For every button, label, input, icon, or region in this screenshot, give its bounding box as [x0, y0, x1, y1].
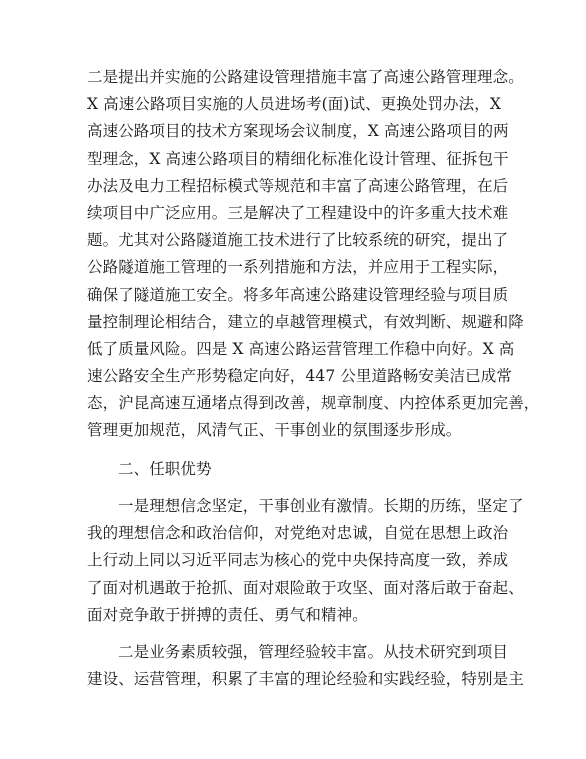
- text-line: 型理念，X 高速公路项目的精细化标准化设计管理、征拆包干: [87, 149, 509, 168]
- section-heading: [87, 456, 507, 483]
- text-line: 续项目中广泛应用。三是解决了工程建设中的许多重大技术难: [87, 203, 509, 222]
- text-line: 低了质量风险。四是 X 高速公路运营管理工作稳中向好。X 高: [87, 339, 515, 358]
- text-line: 建设、运营管理，积累了丰富的理论经验和实践经验，特别是主: [87, 670, 524, 689]
- paragraph-professional-quality: [87, 639, 524, 693]
- text-line: 态，沪昆高速互通堵点得到改善，规章制度、内控体系更加完善，: [87, 394, 540, 413]
- text-line: 一是理想信念坚定，干事创业有激情。长期的历练，坚定了: [118, 497, 524, 515]
- text-line: 了面对机遇敢于抢抓、面对艰险敢于攻坚、面对落后敢于奋起、: [87, 578, 524, 597]
- text-line: 二是业务素质较强，管理经验较丰富。从技术研究到项目: [118, 643, 509, 661]
- text-line: 我的理想信念和政治信仰，对党绝对忠诚，自觉在思想上政治: [87, 524, 509, 543]
- text-line: 题。尤其对公路隧道施工技术进行了比较系统的研究，提出了: [87, 231, 509, 250]
- text-line: 面对竞争敢于拼搏的责任、勇气和精神。: [87, 605, 368, 624]
- text-line: 上行动上同以习近平同志为核心的党中央保持高度一致，养成: [87, 551, 509, 570]
- paragraph-management-achievements: [87, 64, 540, 445]
- text-line: 速公路安全生产形势稳定向好，447 公里道路畅安美洁已成常: [87, 367, 512, 386]
- text-line: 办法及电力工程招标模式等规范和丰富了高速公路管理，在后: [87, 176, 509, 195]
- text-line: 二是提出并实施的公路建设管理措施丰富了高速公路管理理念。: [87, 68, 524, 86]
- heading-text: 二、任职优势: [118, 460, 212, 478]
- text-line: 高速公路项目的技术方案现场会议制度，X 高速公路项目的两: [87, 122, 509, 141]
- text-line: 公路隧道施工管理的一系列措施和方法，并应用于工程实际，: [87, 258, 509, 277]
- text-line: 确保了隧道施工安全。将多年高速公路建设管理经验与项目质: [87, 285, 509, 304]
- text-line: 量控制理论相结合，建立的卓越管理模式，有效判断、规避和降: [87, 312, 524, 331]
- paragraph-ideals-and-beliefs: [87, 493, 524, 629]
- text-line: X 高速公路项目实施的人员进场考(面)试、更换处罚办法，X: [87, 95, 501, 114]
- text-line: 管理更加规范，风清气正、干事创业的氛围逐步形成。: [87, 421, 462, 440]
